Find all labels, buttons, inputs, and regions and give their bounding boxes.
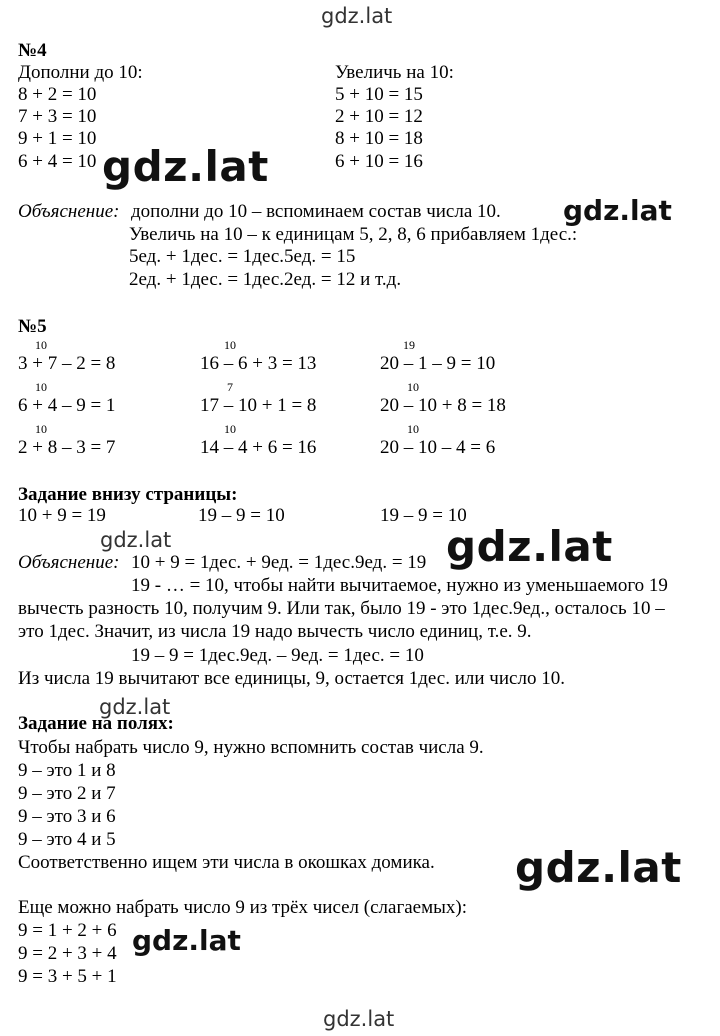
task5-sup: 10 [224,338,236,352]
bottom-task-line: 19 - … = 10, чтобы найти вычитаемое, нужно из уменьшаемого 19 [131,575,668,596]
margin-task-line: 9 – это 2 и 7 [18,783,116,804]
task4-explanation-line: 5ед. + 1дес. = 1дес.5ед. = 15 [129,246,356,267]
task5-expr: 20 – 1 – 9 = 10 [380,353,496,374]
task5-expr: 16 – 6 + 3 = 13 [200,353,317,374]
bottom-task-line: 19 – 9 = 1дес.9ед. – 9ед. = 1дес. = 10 [131,645,424,666]
task5-expr: 6 + 4 – 9 = 1 [18,395,116,416]
task4-right-line: 6 + 10 = 16 [335,151,423,172]
bottom-task-explanation-label: Объяснение: [18,552,120,573]
task4-left-line: 9 + 1 = 10 [18,128,97,149]
task4-right-line: 2 + 10 = 12 [335,106,423,127]
task5-sup: 7 [227,380,233,394]
margin-task-heading: Задание на полях: [18,713,174,734]
bottom-task-eq: 19 – 9 = 10 [198,505,285,526]
margin-task-line: 9 – это 4 и 5 [18,829,116,850]
task4-right-line: 5 + 10 = 15 [335,84,423,105]
margin-task-extra-line: 9 = 2 + 3 + 4 [18,943,117,964]
bottom-task-heading: Задание внизу страницы: [18,484,238,505]
bottom-task-eq: 10 + 9 = 19 [18,505,106,526]
task5-sup: 10 [224,422,236,436]
task4-right-title: Увеличь на 10: [335,62,454,83]
margin-task-extra-line: 9 = 1 + 2 + 6 [18,920,117,941]
task5-expr: 2 + 8 – 3 = 7 [18,437,116,458]
task5-heading: №5 [18,316,47,337]
task5-sup: 19 [403,338,415,352]
margin-task-extra-line: 9 = 3 + 5 + 1 [18,966,117,987]
task4-left-title: Дополни до 10: [18,62,143,83]
task4-left-line: 8 + 2 = 10 [18,84,97,105]
task5-expr: 17 – 10 + 1 = 8 [200,395,317,416]
task4-right-line: 8 + 10 = 18 [335,128,423,149]
margin-task-line: Чтобы набрать число 9, нужно вспомнить состав числа 9. [18,737,484,758]
task5-expr: 20 – 10 + 8 = 18 [380,395,506,416]
task4-left-line: 6 + 4 = 10 [18,151,97,172]
task5-expr: 14 – 4 + 6 = 16 [200,437,317,458]
watermark-top: gdz.lat [321,4,393,28]
task4-explanation-line: дополни до 10 – вспоминаем состав числа 10. [131,201,501,222]
task5-expr: 20 – 10 – 4 = 6 [380,437,496,458]
task4-explanation-label: Объяснение: [18,201,120,222]
margin-task-line: 9 – это 3 и 6 [18,806,116,827]
watermark-big: gdz.lat [446,522,613,571]
margin-task-line: Соответственно ищем эти числа в окошках домика. [18,852,435,873]
task5-sup: 10 [407,422,419,436]
bottom-task-eq: 19 – 9 = 10 [380,505,467,526]
task5-sup: 10 [407,380,419,394]
watermark-medium: gdz.lat [563,194,672,227]
watermark-medium: gdz.lat [132,924,241,957]
bottom-task-line: это 1дес. Значит, из числа 19 надо вычесть число единиц, т.е. 9. [18,621,532,642]
task4-heading: №4 [18,40,47,61]
watermark-big: gdz.lat [515,843,682,892]
margin-task-extra-intro: Еще можно набрать число 9 из трёх чисел (слагаемых): [18,897,468,918]
bottom-task-line: вычесть разность 10, получим 9. Или так, было 19 - это 1дес.9ед., осталось 10 – [18,598,665,619]
task5-sup: 10 [35,338,47,352]
task4-left-line: 7 + 3 = 10 [18,106,97,127]
watermark-small: gdz.lat [99,695,171,719]
bottom-task-line: 10 + 9 = 1дес. + 9ед. = 1дес.9ед. = 19 [131,552,427,573]
task5-sup: 10 [35,422,47,436]
task4-explanation-line: 2ед. + 1дес. = 1дес.2ед. = 12 и т.д. [129,269,402,290]
task4-explanation-line: Увеличь на 10 – к единицам 5, 2, 8, 6 прибавляем 1дес.: [129,224,578,245]
bottom-task-line: Из числа 19 вычитают все единицы, 9, остается 1дес. или число 10. [18,668,565,689]
margin-task-line: 9 – это 1 и 8 [18,760,116,781]
watermark-small: gdz.lat [100,528,172,552]
watermark-bottom: gdz.lat [323,1007,395,1031]
watermark-big: gdz.lat [102,142,269,191]
task5-sup: 10 [35,380,47,394]
task5-expr: 3 + 7 – 2 = 8 [18,353,116,374]
